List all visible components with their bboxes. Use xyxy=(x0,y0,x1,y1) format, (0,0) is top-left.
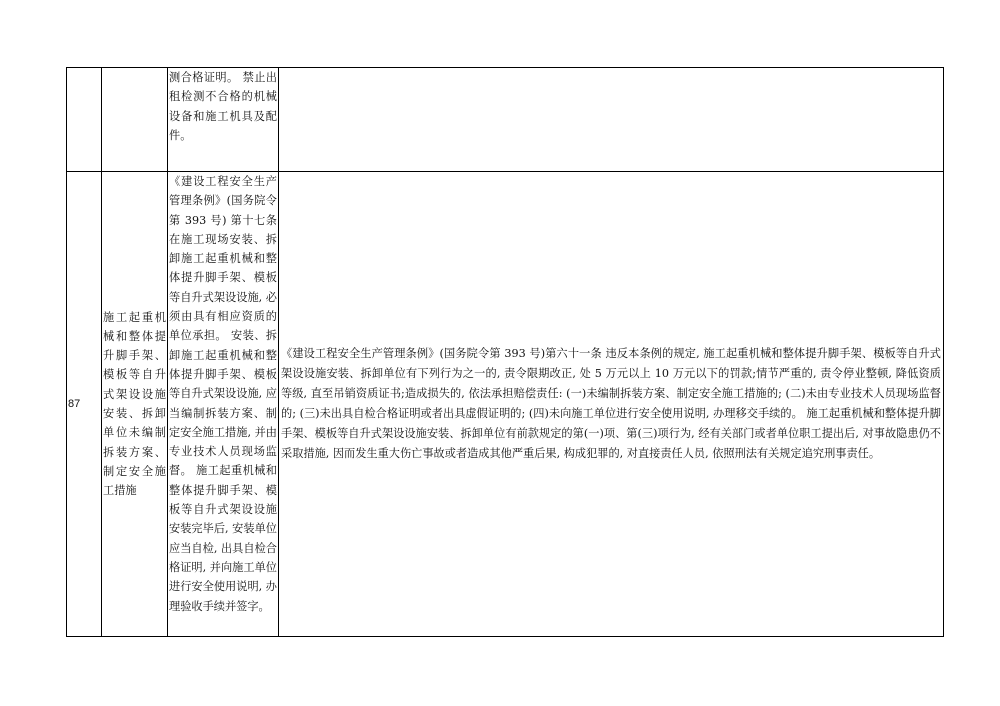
legal-basis-cell: 《建设工程安全生产管理条例》(国务院令第 393 号) 第十七条 在施工现场安装、拆卸施工起重机械和整体提升脚手架、模板等自升式架设设施, 必须由具有相应资质的单位承担。 安装、拆卸施工起重机械和整体提升脚手架、模板等自升式架设设施, 应当编制拆装方案、制定安全施工措施, 并由专业技术人员现场监督。 施工起重机械和整体提升脚手架、模板等自升式架设设施安装完毕后, 安装单位应当自检, 出具自检合格证明, 并向施工单位进行安全使用说明, 办理验收手续并签字。 xyxy=(168,172,279,637)
row-number-cell xyxy=(67,68,102,172)
table-row xyxy=(67,68,944,172)
regulation-table xyxy=(66,67,944,637)
table-row xyxy=(67,172,944,637)
row-number-cell: 87 xyxy=(67,172,102,637)
violation-item-cell: 施工起重机械和整体提升脚手架、模板等自升式架设设施安装、拆卸单位未编制拆装方案、制定安全施工措施 xyxy=(102,172,168,637)
violation-item-cell xyxy=(102,68,168,172)
penalty-provision-cell: 《建设工程安全生产管理条例》(国务院令第 393 号)第六十一条 违反本条例的规定, 施工起重机械和整体提升脚手架、模板等自升式架设设施安装、拆卸单位有下列行为之一的, 责令限期改正, 处 5 万元以上 10 万元以下的罚款;情节严重的, 责令停业整顿, 降低资质等级, 直至吊销资质证书;造成损失的, 依法承担赔偿责任: (一)未编制拆装方案、制定安全施工措施的; (二)未由专业技术人员现场监督的; (三)未出具自检合格证明或者出具虚假证明的; (四)未向施工单位进行安全使用说明, 办理移交手续的。 施工起重机械和整体提升脚手架、模板等自升式架设设施安装、拆卸单位有前款规定的第(一)项、第(三)项行为, 经有关部门或者单位职工提出后, 对事故隐患仍不采取措施, 因而发生重大伤亡事故或者造成其他严重后果, 构成犯罪的, 对直接责任人员, 依照刑法有关规定追究刑事责任。 xyxy=(279,172,944,637)
penalty-provision-cell xyxy=(279,68,944,172)
legal-basis-cell: 测合格证明。 禁止出租检测不合格的机械设备和施工机具及配件。 xyxy=(168,68,279,172)
